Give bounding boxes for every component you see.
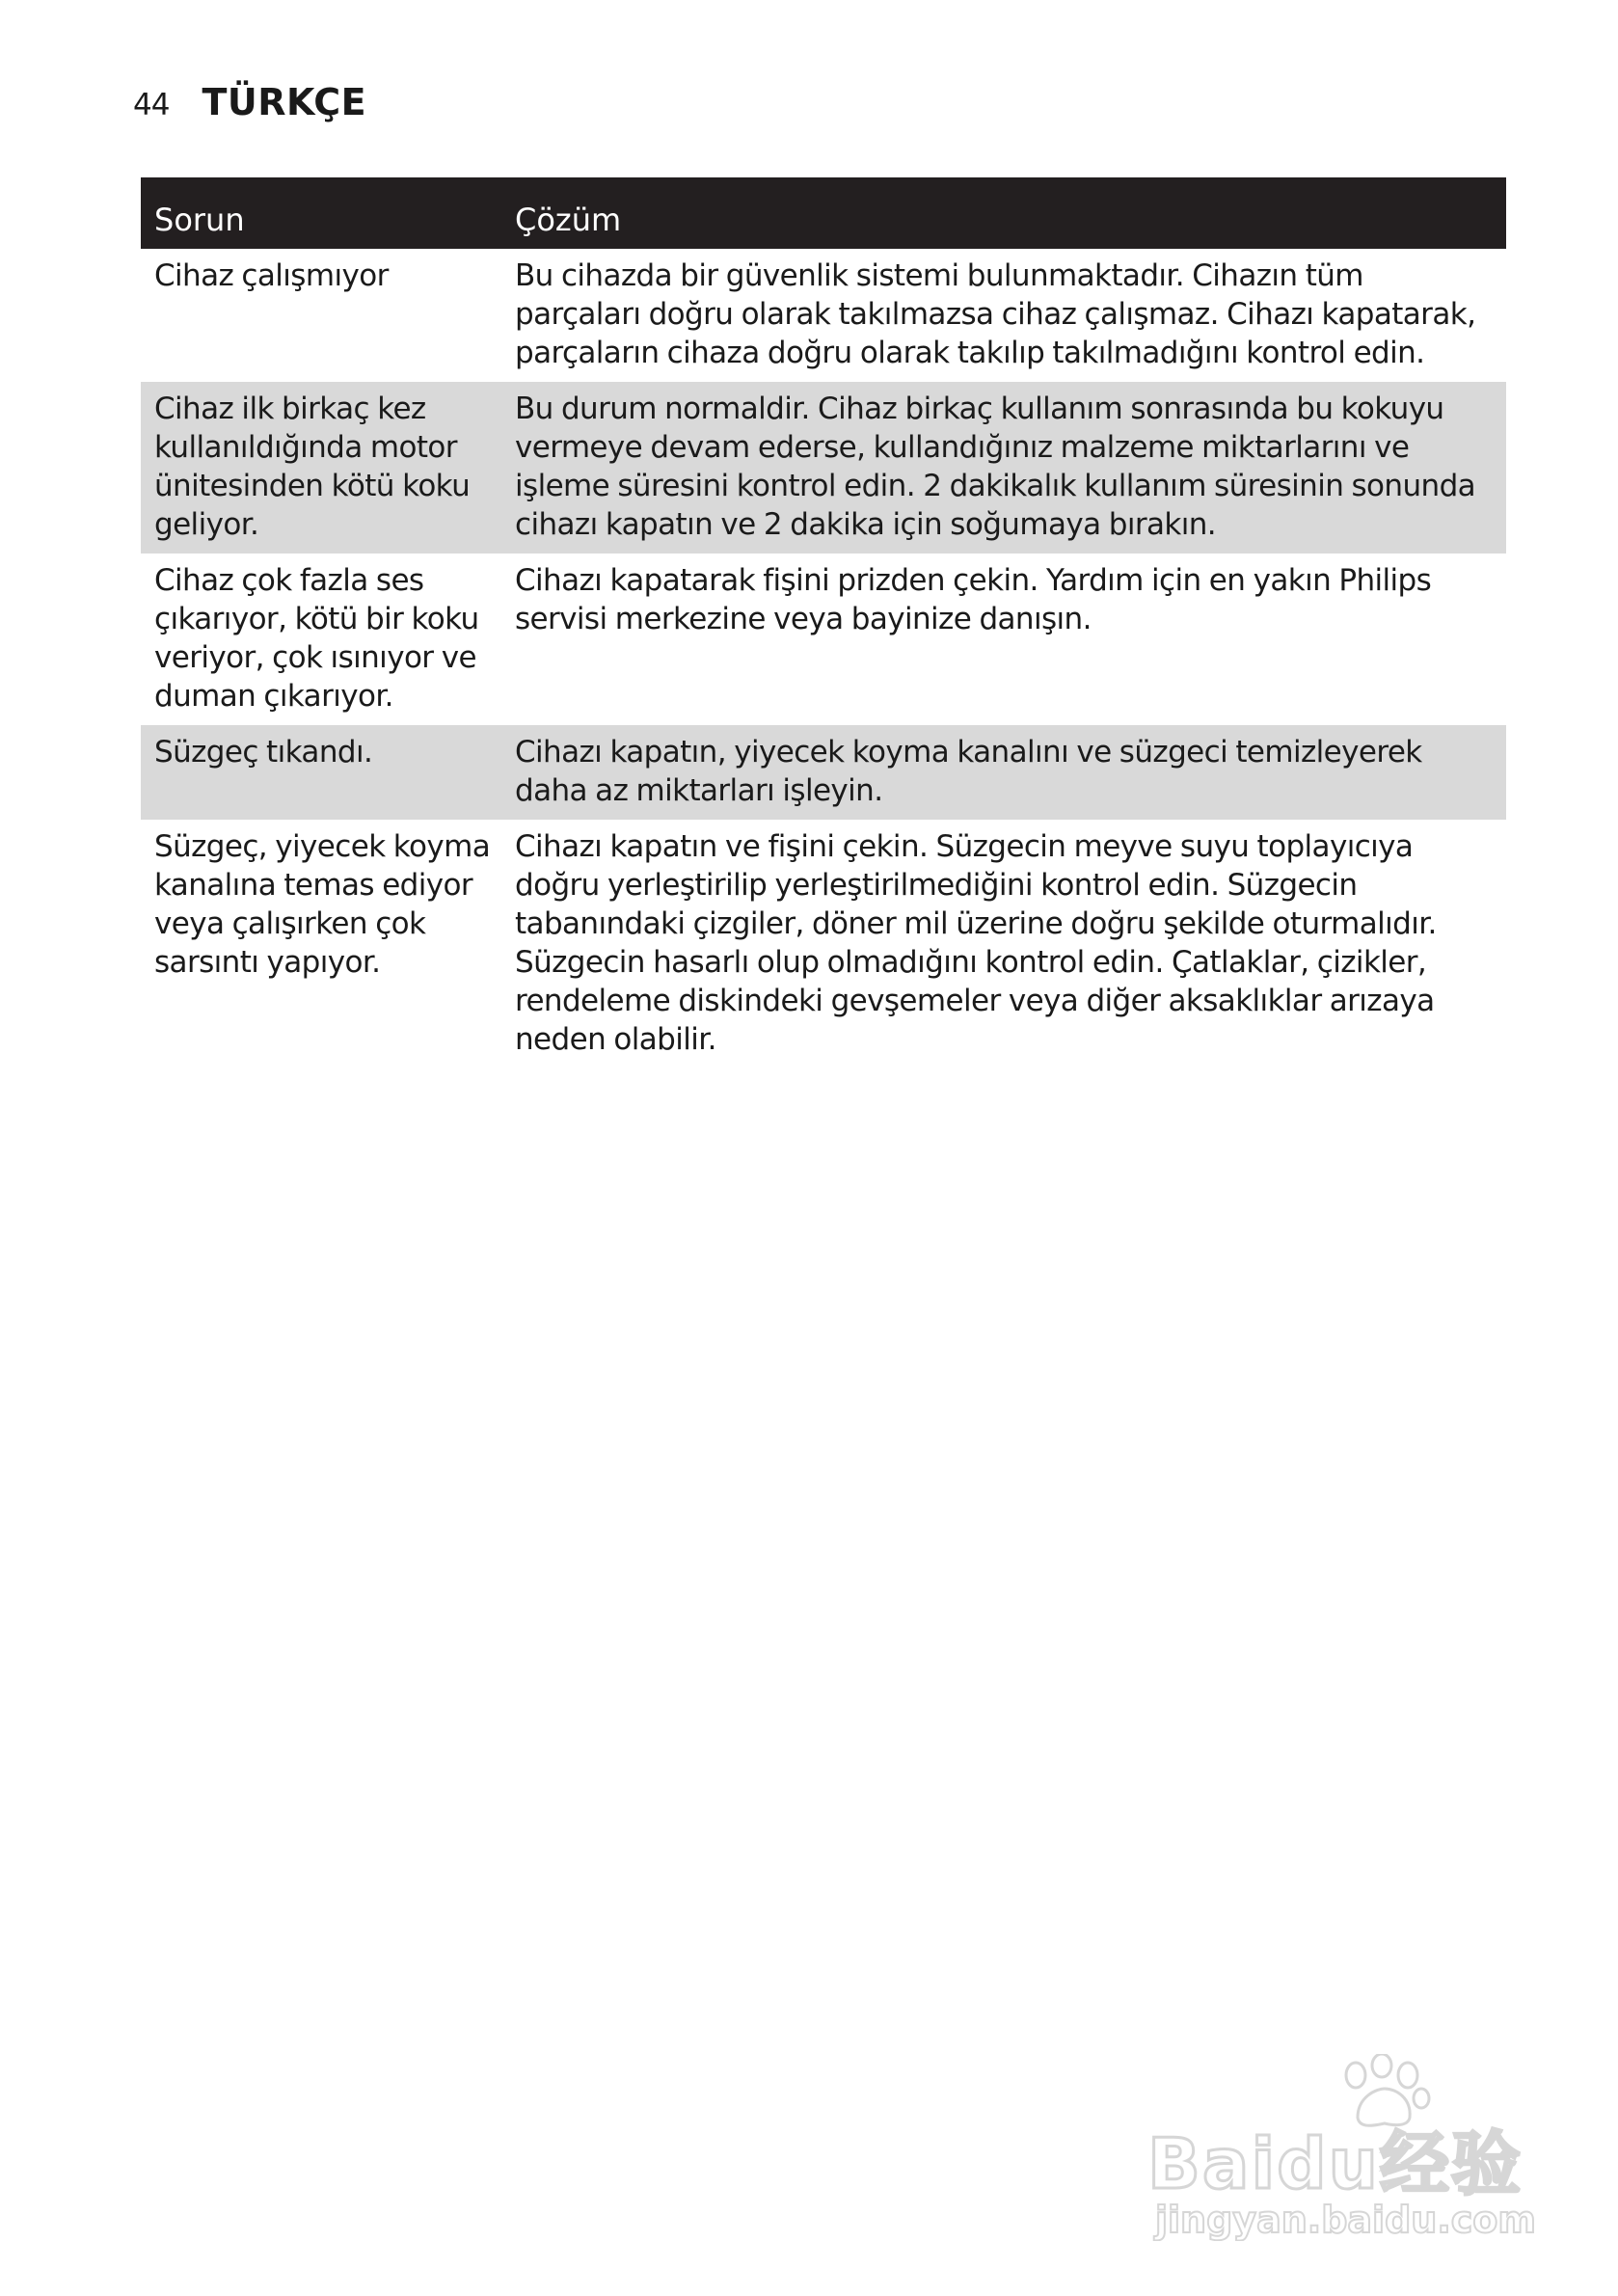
troubleshooting-table xyxy=(141,177,1506,1068)
solution-cell: Cihazı kapatın ve fişini çekin. Süzgecin meyve suyu toplayıcıya doğru yerleştirilip yerleştirilmediğini kontrol edin. Süzgecin tabanındaki çizgiler, döner mil üzerine doğru şekilde oturmalıdır. Süzgecin hasarlı olup olmadığını kontrol edin. Çatlaklar, çizikler, rendeleme diskindeki gevşemeler veya diğer aksaklıklar arızaya neden olabilir. xyxy=(515,829,1437,1057)
problem-cell: Cihaz çok fazla ses çıkarıyor, kötü bir koku veriyor, çok ısınıyor ve duman çıkarıyor. xyxy=(154,563,479,714)
table-row xyxy=(141,725,1506,820)
problem-cell: Süzgeç tıkandı. xyxy=(141,725,501,820)
watermark-brand: Baidu经验 xyxy=(1147,2123,1523,2204)
table-row xyxy=(141,382,1506,554)
section-title: TÜRKÇE xyxy=(202,81,367,123)
table-row xyxy=(141,249,1506,382)
solution-cell: Cihazı kapatın, yiyecek koyma kanalını ve süzgeci temizleyerek daha az miktarları işleyin. xyxy=(501,725,1506,820)
watermark-url: jingyan.baidu.com xyxy=(1155,2199,1536,2241)
page-header xyxy=(133,81,366,123)
baidu-watermark xyxy=(1147,2054,1552,2247)
column-header-solution: Çözüm xyxy=(501,177,1506,249)
column-header-problem: Sorun xyxy=(141,177,501,249)
solution-cell: Bu durum normaldir. Cihaz birkaç kullanım sonrasında bu kokuyu vermeye devam ederse, kullandığınız malzeme miktarlarını ve işleme süresini kontrol edin. 2 dakikalık kullanım süresinin sonunda cihazı kapatın ve 2 dakika için soğumaya bırakın. xyxy=(501,382,1506,554)
solution-cell: Bu cihazda bir güvenlik sistemi bulunmaktadır. Cihazın tüm parçaları doğru olarak takılmazsa cihaz çalışmaz. Cihazı kapatarak, parçaların cihaza doğru olarak takılıp takılmadığını kontrol edin. xyxy=(515,258,1476,370)
page-number: 44 xyxy=(133,88,170,122)
solution-cell: Cihazı kapatarak fişini prizden çekin. Yardım için en yakın Philips servisi merkezine veya bayinize danışın. xyxy=(515,563,1432,636)
problem-cell: Süzgeç, yiyecek koyma kanalına temas ediyor veya çalışırken çok sarsıntı yapıyor. xyxy=(154,829,491,980)
table-row xyxy=(141,554,1506,725)
table-header-row xyxy=(141,177,1506,249)
problem-cell: Cihaz çalışmıyor xyxy=(154,258,389,293)
problem-cell: Cihaz ilk birkaç kez kullanıldığında motor ünitesinden kötü koku geliyor. xyxy=(141,382,501,554)
table-row xyxy=(141,820,1506,1068)
